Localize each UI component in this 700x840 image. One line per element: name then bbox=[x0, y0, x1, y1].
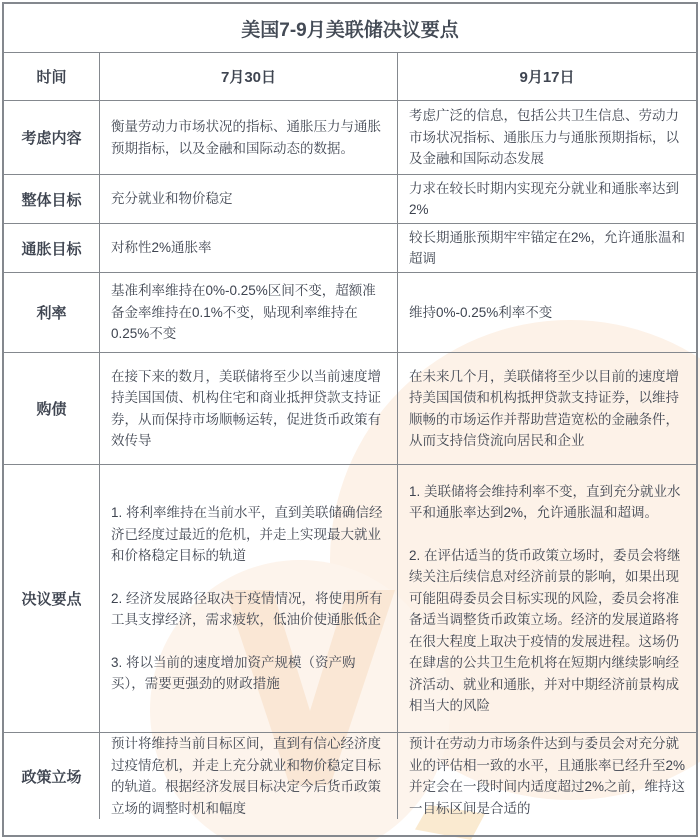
row-label-decision-points: 决议要点 bbox=[4, 465, 100, 733]
cell-inflation-target-sep17: 较长期通胀预期牢牢锚定在2%，允许通胀温和超调 bbox=[398, 224, 696, 273]
cell-overall-goal-sep17: 力求在较长时期内实现充分就业和通胀率达到2% bbox=[398, 175, 696, 224]
cell-interest-rate-sep17: 维持0%-0.25%利率不变 bbox=[398, 273, 696, 353]
decision-point-sep-2: 2. 在评估适当的货币政策立场时，委员会将继续关注后续信息对经济前景的影响，如果出现可能阻碍委员会目标实现的风险，委员会将准备适当调整货币政策立场。经济的发展道路将在很大程度上取决于疫情的发展进程。这场仍在肆虐的公共卫生危机将在短期内继续影响经济活动、就业和通胀，并对中期经济前景构成相当大的风险 bbox=[409, 547, 681, 713]
cell-decision-points-jul30 bbox=[100, 465, 398, 733]
header-jul30: 7月30日 bbox=[100, 53, 398, 101]
header-time: 时间 bbox=[4, 53, 100, 101]
cell-policy-stance-sep17: 预计在劳动力市场条件达到与委员会对充分就业的评估相一致的水平，且通胀率已经升至2%并定会在一段时间内适度超过2%之前，维持这一目标区间是合适的 bbox=[409, 736, 686, 816]
header-sep17: 9月17日 bbox=[398, 53, 696, 101]
cell-inflation-target-jul30: 对称性2%通胀率 bbox=[100, 224, 398, 273]
cell-interest-rate-jul30: 基准利率维持在0%-0.25%区间不变，超额准备金率维持在0.1%不变，贴现利率维持在0.25%不变 bbox=[100, 273, 398, 353]
decision-point-jul-3: 3. 将以当前的速度增加资产规模（资产购买），需要更强劲的财政措施 bbox=[111, 654, 356, 692]
cell-bond-purchases-jul30: 在接下来的数月，美联储将至少以当前速度增持美国国债、机构住宅和商业抵押贷款支持证券，从而保持市场顺畅运转，促进货币政策有效传导 bbox=[100, 353, 398, 465]
row-label-policy-stance: 政策立场 bbox=[4, 733, 100, 819]
cell-considerations-jul30: 衡量劳动力市场状况的指标、通胀压力与通胀预期指标，以及金融和国际动态的数据。 bbox=[100, 101, 398, 175]
table-title: 美国7-9月美联储决议要点 bbox=[4, 4, 696, 53]
row-label-inflation-target: 通胀目标 bbox=[4, 224, 100, 273]
decision-point-jul-1: 1. 将利率维持在当前水平，直到美联储确信经济已经度过最近的危机，并走上实现最大就业和价格稳定目标的轨道 bbox=[111, 505, 383, 564]
cell-bond-purchases-sep17: 在未来几个月，美联储将至少以目前的速度增持美国国债和机构抵押贷款支持证券，以维持顺畅的市场运作并帮助营造宽松的金融条件，从而支持信贷流向居民和企业 bbox=[398, 353, 696, 465]
decision-point-sep-1: 1. 美联储将会维持利率不变，直到充分就业水平和通胀率达到2%，允许通胀温和超调。 bbox=[409, 483, 681, 520]
decision-point-jul-2: 2. 经济发展路径取决于疫情情况，将使用所有工具支撑经济，需求疲软，低油价使通胀低企 bbox=[111, 590, 383, 628]
row-label-bond-purchases: 购债 bbox=[4, 353, 100, 465]
cell-policy-stance-jul30: 预计将维持当前目标区间，直到有信心经济度过疫情危机，并走上充分就业和物价稳定目标的轨道。根据经济发展目标决定今后货币政策立场的调整时机和幅度 bbox=[100, 733, 398, 819]
fed-decisions-table bbox=[2, 2, 698, 837]
cell-decision-points-sep17 bbox=[398, 465, 696, 733]
row-label-overall-goal: 整体目标 bbox=[4, 175, 100, 224]
cell-overall-goal-jul30: 充分就业和物价稳定 bbox=[100, 175, 398, 224]
row-label-interest-rate: 利率 bbox=[4, 273, 100, 353]
row-label-considerations: 考虑内容 bbox=[4, 101, 100, 175]
cell-considerations-sep17: 考虑广泛的信息，包括公共卫生信息、劳动力市场状况指标、通胀压力与通胀预期指标，以及金融和国际动态发展 bbox=[398, 101, 696, 175]
